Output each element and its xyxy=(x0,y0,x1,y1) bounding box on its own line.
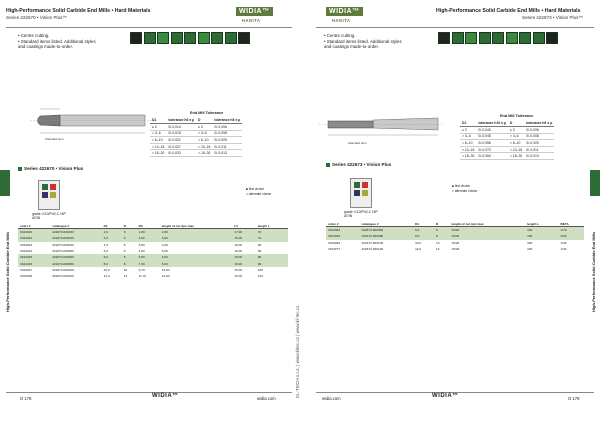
table-cell: > 18–30 xyxy=(198,151,211,156)
tol-header: tolerance h6 ± µ xyxy=(168,117,195,122)
table-cell: 422670-000100 xyxy=(52,267,74,272)
tol-header: D1 xyxy=(460,119,476,127)
table-cell: 10 xyxy=(123,267,128,272)
application-icons xyxy=(130,32,250,44)
tol-header: D xyxy=(196,116,212,124)
table-cell: 3,80 xyxy=(138,242,145,247)
table-cell: 8,0 xyxy=(102,260,122,266)
table-cell: 15/20 xyxy=(451,240,460,245)
table-cell: 6 xyxy=(122,235,137,241)
tol-row xyxy=(460,140,554,147)
table-cell: 422670-000080 xyxy=(50,260,101,266)
bullet-item: • Centre cutting. xyxy=(18,33,50,38)
bullet-item: • Standard items listed. Additional styles xyxy=(18,38,96,44)
table-cell: 3344020 xyxy=(18,229,50,236)
table-cell: > 6–10 xyxy=(460,140,476,147)
tol-header: tolerance h6 ± µ xyxy=(526,120,552,125)
table-cell: 0/-0,006 xyxy=(212,124,242,131)
tol-header: D xyxy=(508,119,524,127)
table-cell: 422673-000060 xyxy=(359,227,413,234)
table-cell: 422670-000030 xyxy=(50,235,101,241)
tol-row xyxy=(150,130,242,137)
table-header-cell: length of cut Ap1 max xyxy=(160,220,233,229)
bullet-item: and coatings made-to-order. xyxy=(324,44,379,50)
table-header-cell: length L xyxy=(525,218,558,227)
table-cell: ≤ 3 xyxy=(460,127,476,134)
table-cell: 422670-000050 xyxy=(52,249,74,254)
square-icon xyxy=(18,167,22,171)
grade-label: grade: K10/P40-C HIP AlTiN xyxy=(32,212,66,220)
plunge-icon xyxy=(506,32,518,44)
side-section-label: High-Performance Solid Carbide End Mills xyxy=(591,231,596,312)
table-cell: 0/-0,008 xyxy=(212,130,242,137)
table-cell: > 10–18 xyxy=(152,144,165,149)
table-cell: 6,0 xyxy=(413,227,434,234)
bullet-item: • Standard items listed. Additional styles xyxy=(324,38,402,44)
page-title: High-Performance Solid Carbide End Mills • Hard Materials xyxy=(6,8,151,14)
table-cell: 100 xyxy=(525,233,558,239)
right-page xyxy=(300,0,600,424)
footer-url: widia.com xyxy=(322,396,341,401)
tol-header: tolerance h6 ± µ xyxy=(214,117,241,122)
table-cell: 6 xyxy=(434,227,450,234)
series-heading: Series 422673 • Vision Plus xyxy=(326,162,391,167)
table-cell: 70 xyxy=(256,229,288,236)
table-cell: 1,80 xyxy=(137,229,160,236)
table-cell: ≤ 3 xyxy=(196,124,212,131)
side-section-label: High-Performance Solid Carbide End Mills xyxy=(5,231,10,312)
table-cell: 3344022 xyxy=(18,235,50,241)
table-cell: > 18–30 xyxy=(509,154,523,159)
table-cell: 100 xyxy=(525,227,558,234)
table-cell: 15/20 xyxy=(451,247,460,252)
legend-first: ■ first choice xyxy=(246,187,265,191)
hanita-logo: HANITA xyxy=(332,18,351,23)
ramp-icon xyxy=(157,32,169,44)
table-cell: 80 xyxy=(257,242,262,247)
table-cell: 8,00 xyxy=(160,260,233,266)
table-cell: 16,00 xyxy=(232,260,256,266)
legend-alternate: □ alternate choice xyxy=(246,191,272,196)
table-cell: 422673-000080 xyxy=(359,233,413,239)
table-header-cell: L3 xyxy=(232,220,256,229)
tol-row xyxy=(150,143,242,150)
table-cell: 12 xyxy=(123,274,128,279)
table-cell: 3344028 xyxy=(20,274,33,279)
table-cell: > 10–18 xyxy=(509,147,523,152)
profile-icon xyxy=(479,32,491,44)
table-cell: 0/-0,013 xyxy=(524,153,554,160)
tol-header: tolerance h10 ± µ xyxy=(478,120,506,125)
table-cell: > 18–30 xyxy=(462,154,475,159)
table-cell: 100 xyxy=(527,240,533,245)
table-cell: 6,0 xyxy=(102,254,122,260)
square-icon xyxy=(326,163,330,167)
table-cell: 0/-0,084 xyxy=(476,153,508,160)
plunge-icon xyxy=(198,32,210,44)
grade-blue-icon xyxy=(354,190,360,196)
table-cell: 3344027 xyxy=(20,267,33,272)
grade-green-icon xyxy=(354,182,360,188)
feature-list xyxy=(324,33,402,50)
table-cell: 0/-0,008 xyxy=(524,133,554,140)
watermark-text: KL-TECH s.r.o. | www.kltec.cz | www.kl-tec.cz xyxy=(295,305,300,398)
table-cell: > 10–18 xyxy=(462,147,475,152)
table-cell: 0/-0,027 xyxy=(166,143,196,150)
section-tab xyxy=(0,170,10,196)
table-cell: 3344063 xyxy=(326,233,359,239)
grade-red-icon xyxy=(362,182,368,188)
table-header-cell: D1 xyxy=(413,218,434,227)
table-header-cell: BETA xyxy=(559,218,585,227)
table-cell: 19,00 xyxy=(234,242,243,247)
grade-blue-icon xyxy=(42,192,48,198)
helix-icon xyxy=(211,32,223,44)
table-header-cell: D xyxy=(434,218,450,227)
application-icons xyxy=(438,32,558,44)
table-cell: 6 xyxy=(123,242,126,247)
product-table xyxy=(18,220,288,279)
table-header-cell: D1 xyxy=(102,220,122,229)
bullet-item: and coatings made-to-order. xyxy=(18,44,73,50)
table-cell: > 3–6 xyxy=(196,130,212,137)
table-cell: 4,00 xyxy=(161,242,168,247)
drawing-caption: Standard item xyxy=(348,141,367,145)
table-cell: 6,00 xyxy=(160,254,233,260)
table-cell: 15,00 xyxy=(234,274,243,279)
tol-row xyxy=(460,146,554,153)
table-cell: 6 xyxy=(123,249,126,254)
table-cell: 10,0 xyxy=(415,240,422,245)
grade-icon xyxy=(350,178,372,208)
table-header-cell: catalogue # xyxy=(359,218,413,227)
table-cell: 0/-0,011 xyxy=(524,146,554,153)
tolerance-title: End Mill Tolerance xyxy=(190,111,224,115)
table-cell: 7,60 xyxy=(137,260,160,266)
table-cell: 0/-0,011 xyxy=(212,143,242,150)
table-cell: 12,00 xyxy=(161,274,170,279)
table-cell: 422670-000060 xyxy=(50,254,101,260)
table-cell: 11,70 xyxy=(138,274,147,279)
material-icon xyxy=(130,32,142,44)
table-cell: 5,80 xyxy=(137,254,160,260)
table-cell: 6 xyxy=(122,229,137,236)
page-number: O 179 xyxy=(568,396,580,401)
table-cell: 0/-0,058 xyxy=(476,140,508,147)
table-cell: 80 xyxy=(257,249,262,254)
table-cell: > 3–6 xyxy=(508,133,524,140)
table-cell: 2/60 xyxy=(559,233,585,239)
choice-legend xyxy=(246,187,271,196)
table-cell: 3344024 xyxy=(20,249,33,254)
table-cell: 0/-0,048 xyxy=(476,133,508,140)
end-mill-drawing xyxy=(318,100,448,150)
profile-icon xyxy=(171,32,183,44)
table-row xyxy=(326,227,584,234)
table-cell: 100 xyxy=(527,247,533,252)
table-cell: 12,0 xyxy=(415,247,422,252)
table-cell: 422670-000120 xyxy=(52,274,74,279)
table-cell: ≤ 3 xyxy=(508,127,524,134)
footer-logo: WIDIA™ xyxy=(152,393,179,399)
series-heading: Series 422670 • Vision Plus xyxy=(18,166,83,171)
table-header-cell: order # xyxy=(18,220,50,229)
table-row xyxy=(18,229,288,236)
feature-list xyxy=(18,33,96,50)
page-title: High-Performance Solid Carbide End Mills • Hard Materials xyxy=(436,8,581,14)
drawing-caption: Standard item xyxy=(45,137,64,141)
tol-row xyxy=(150,137,242,144)
table-header-cell: D xyxy=(122,220,137,229)
ball-nose-icon xyxy=(238,32,250,44)
table-cell: 6 xyxy=(122,254,137,260)
table-row xyxy=(326,246,584,252)
table-header-cell: catalogue # xyxy=(50,220,101,229)
series-subtitle: Series 422673 • Vision Plus™ xyxy=(522,15,584,20)
page-number: O 178 xyxy=(20,396,32,401)
table-cell: 0/-0,018 xyxy=(166,130,196,137)
side-mill-icon xyxy=(184,32,196,44)
tol-header: D1 xyxy=(150,116,166,124)
table-cell: 0/-0,033 xyxy=(166,150,196,157)
table-cell: 1/30 xyxy=(560,247,567,252)
slot-icon xyxy=(144,32,156,44)
table-cell: ≤ 3 xyxy=(150,124,166,131)
table-cell: > 10–18 xyxy=(198,144,211,149)
product-table xyxy=(326,218,584,252)
tol-row xyxy=(150,124,242,131)
coating-icon xyxy=(533,32,545,44)
table-cell: 3344025 xyxy=(18,254,50,260)
table-cell: 0/-0,022 xyxy=(166,137,196,144)
table-header-cell: D3 xyxy=(137,220,160,229)
table-cell: 0/-0,006 xyxy=(524,127,554,134)
material-icon xyxy=(438,32,450,44)
table-cell: > 18–30 xyxy=(152,151,165,156)
header-divider xyxy=(316,27,594,28)
table-cell: 100 xyxy=(257,267,263,272)
table-cell: > 6–10 xyxy=(196,137,212,144)
footer-url: widia.com xyxy=(257,396,276,401)
bullet-item: • Centre cutting. xyxy=(324,33,356,38)
coating-icon xyxy=(225,32,237,44)
table-cell: 0/-0,013 xyxy=(212,150,242,157)
grade-green-icon xyxy=(42,184,48,190)
table-cell: 2,00 xyxy=(160,229,233,236)
table-cell: 15/20 xyxy=(450,233,526,239)
table-cell: 15/20 xyxy=(450,227,526,234)
table-cell: 8 xyxy=(434,233,450,239)
table-cell: 5,0 xyxy=(103,249,108,254)
table-cell: 80 xyxy=(256,254,288,260)
table-cell: 422673-000100 xyxy=(361,240,384,245)
table-cell: 70 xyxy=(256,235,288,241)
legend-first: ■ first choice xyxy=(452,184,471,188)
tolerance-table xyxy=(460,119,554,160)
section-tab xyxy=(590,170,600,196)
table-cell: 17,00 xyxy=(232,229,256,236)
table-cell: 3344064 xyxy=(328,240,341,245)
table-cell: 10 xyxy=(435,240,440,245)
slot-icon xyxy=(452,32,464,44)
grade-label: grade: K10/P40-C HIP AlTiN xyxy=(344,210,378,218)
table-cell: 10,00 xyxy=(161,267,170,272)
table-cell: 10,0 xyxy=(103,267,110,272)
table-cell: > 6–10 xyxy=(508,140,524,147)
ramp-icon xyxy=(465,32,477,44)
table-cell: 2,90 xyxy=(137,235,160,241)
hanita-logo: HANITA xyxy=(242,18,261,23)
table-cell: 12 xyxy=(435,247,440,252)
table-header-cell: length L xyxy=(256,220,288,229)
table-cell: 8 xyxy=(122,260,137,266)
helix-icon xyxy=(519,32,531,44)
table-cell: 1/40 xyxy=(560,240,567,245)
header-divider xyxy=(6,27,292,28)
table-cell: 2,0 xyxy=(102,229,122,236)
footer-logo: WIDIA™ xyxy=(432,393,459,399)
grade-yellow-icon xyxy=(362,190,368,196)
table-cell: 0/-0,014 xyxy=(166,124,196,131)
table-header-cell: length of cut Ap1 max xyxy=(450,218,526,227)
table-cell: > 3–6 xyxy=(150,130,166,137)
table-cell: > 6–10 xyxy=(150,137,166,144)
table-cell: 0/-0,040 xyxy=(476,127,508,134)
widia-logo: WIDIA™ xyxy=(326,7,363,16)
table-cell: 15,00 xyxy=(232,235,256,241)
table-cell: 4,80 xyxy=(138,249,145,254)
tol-row xyxy=(460,153,554,160)
tolerance-title: End Mill Tolerance xyxy=(500,114,534,118)
end-mill-drawing xyxy=(30,95,160,145)
side-mill-icon xyxy=(492,32,504,44)
table-cell: 18,00 xyxy=(232,254,256,260)
grade-yellow-icon xyxy=(50,192,56,198)
table-cell: 0/-0,070 xyxy=(476,146,508,153)
table-cell: 5,00 xyxy=(161,249,168,254)
table-cell: 110 xyxy=(257,274,263,279)
tol-row xyxy=(460,127,554,134)
series-subtitle: Series 422670 • Vision Plus™ xyxy=(6,15,68,20)
table-cell: 422670-000030 xyxy=(50,229,101,236)
table-cell: 0/-0,009 xyxy=(524,140,554,147)
table-cell: 18,00 xyxy=(234,249,243,254)
table-header-cell: order # xyxy=(326,218,359,227)
tol-row xyxy=(150,150,242,157)
ball-nose-icon xyxy=(546,32,558,44)
table-cell: 3344026 xyxy=(18,260,50,266)
table-cell: 3344077 xyxy=(328,247,341,252)
table-cell: 0/-0,009 xyxy=(212,137,242,144)
table-cell: 1/70 xyxy=(559,227,585,234)
table-row xyxy=(18,273,288,279)
table-cell: 3344062 xyxy=(326,227,359,234)
grade-red-icon xyxy=(50,184,56,190)
table-cell: 9,70 xyxy=(138,267,145,272)
tol-row xyxy=(460,133,554,140)
table-cell: 8,0 xyxy=(413,233,434,239)
table-cell: 80 xyxy=(256,260,288,266)
table-cell: 422673-000120 xyxy=(361,247,384,252)
table-cell: 3,0 xyxy=(102,235,122,241)
table-cell: 3344023 xyxy=(20,242,33,247)
grade-icon xyxy=(38,180,60,210)
footer-divider xyxy=(6,392,292,393)
table-cell: 4,0 xyxy=(103,242,108,247)
legend-alternate: □ alternate choice xyxy=(452,188,478,193)
table-cell: > 3–6 xyxy=(460,133,476,140)
table-cell: 12,0 xyxy=(103,274,110,279)
choice-legend xyxy=(452,184,477,193)
tolerance-table xyxy=(150,116,242,157)
table-cell: 15,00 xyxy=(234,267,243,272)
table-cell: 422670-000040 xyxy=(52,242,74,247)
widia-logo: WIDIA™ xyxy=(236,7,273,16)
table-cell: 3,00 xyxy=(160,235,233,241)
